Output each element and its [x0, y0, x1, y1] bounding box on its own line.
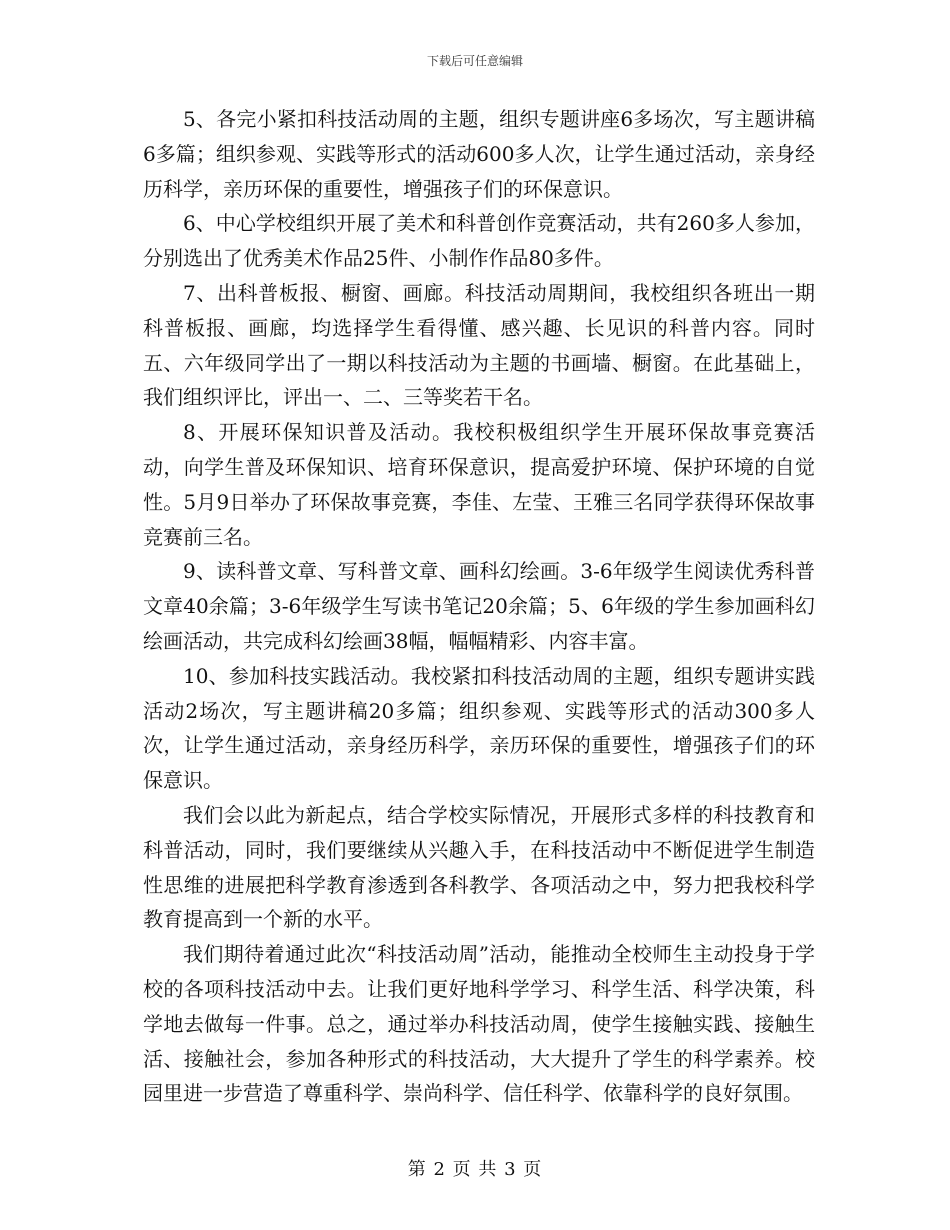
document-body: [143, 102, 815, 1111]
page-header: 下载后可任意编辑: [426, 54, 523, 68]
paragraph-item-10: 10、参加科技实践活动。我校紧扣科技活动周的主题，组织专题讲实践活动2场次，写主题讲稿20多篇；组织参观、实践等形式的活动300多人次，让学生通过活动，亲身经历科学，亲历环保的重要性，增强孩子们的环保意识。: [143, 663, 815, 793]
page-number-footer: 第 2 页 共 3 页: [407, 1159, 543, 1180]
paragraph-item-5: 5、各完小紧扣科技活动周的主题，组织专题讲座6多场次，写主题讲稿6多篇；组织参观、实践等形式的活动600多人次，让学生通过活动，亲身经历科学，亲历环保的重要性，增强孩子们的环保意识。: [143, 107, 815, 201]
paragraph-closing: 我们期待着通过此次“科技活动周”活动，能推动全校师生主动投身于学校的各项科技活动中去。让我们更好地科学学习、科学生活、科学决策，科学地去做每一件事。总之，通过举办科技活动周，使学生接触实践、接触生活、接触社会，参加各种形式的科技活动，大大提升了学生的科学素养。校园里进一步营造了尊重科学、崇尚科学、信任科学、依靠科学的良好氛围。: [143, 942, 815, 1106]
paragraph-item-7: 7、出科普板报、橱窗、画廊。科技活动周期间，我校组织各班出一期科普板报、画廊，均选择学生看得懂、感兴趣、长见识的科普内容。同时五、六年级同学出了一期以科技活动为主题的书画墙、橱窗。在此基础上，我们组织评比，评出一、二、三等奖若干名。: [143, 280, 815, 410]
paragraph-conclusion: 我们会以此为新起点，结合学校实际情况，开展形式多样的科技教育和科普活动，同时，我们要继续从兴趣入手，在科技活动中不断促进学生制造性思维的进展把科学教育渗透到各科教学、各项活动之中，努力把我校科学教育提高到一个新的水平。: [143, 802, 815, 932]
paragraph-item-9: 9、读科普文章、写科普文章、画科幻绘画。3-6年级学生阅读优秀科普文章40余篇；3-6年级学生写读书笔记20余篇；5、6年级的学生参加画科幻绘画活动，共完成科幻绘画38幅，幅幅精彩、内容丰富。: [143, 559, 815, 653]
paragraph-item-6: 6、中心学校组织开展了美术和科普创作竞赛活动，共有260多人参加，分别选出了优秀美术作品25件、小制作作品80多件。: [143, 211, 815, 271]
paragraph-item-8: 8、开展环保知识普及活动。我校积极组织学生开展环保故事竞赛活动，向学生普及环保知识、培育环保意识，提高爱护环境、保护环境的自觉性。5月9日举办了环保故事竞赛，李佳、左莹、王雅三名同学获得环保故事竞赛前三名。: [143, 420, 815, 549]
